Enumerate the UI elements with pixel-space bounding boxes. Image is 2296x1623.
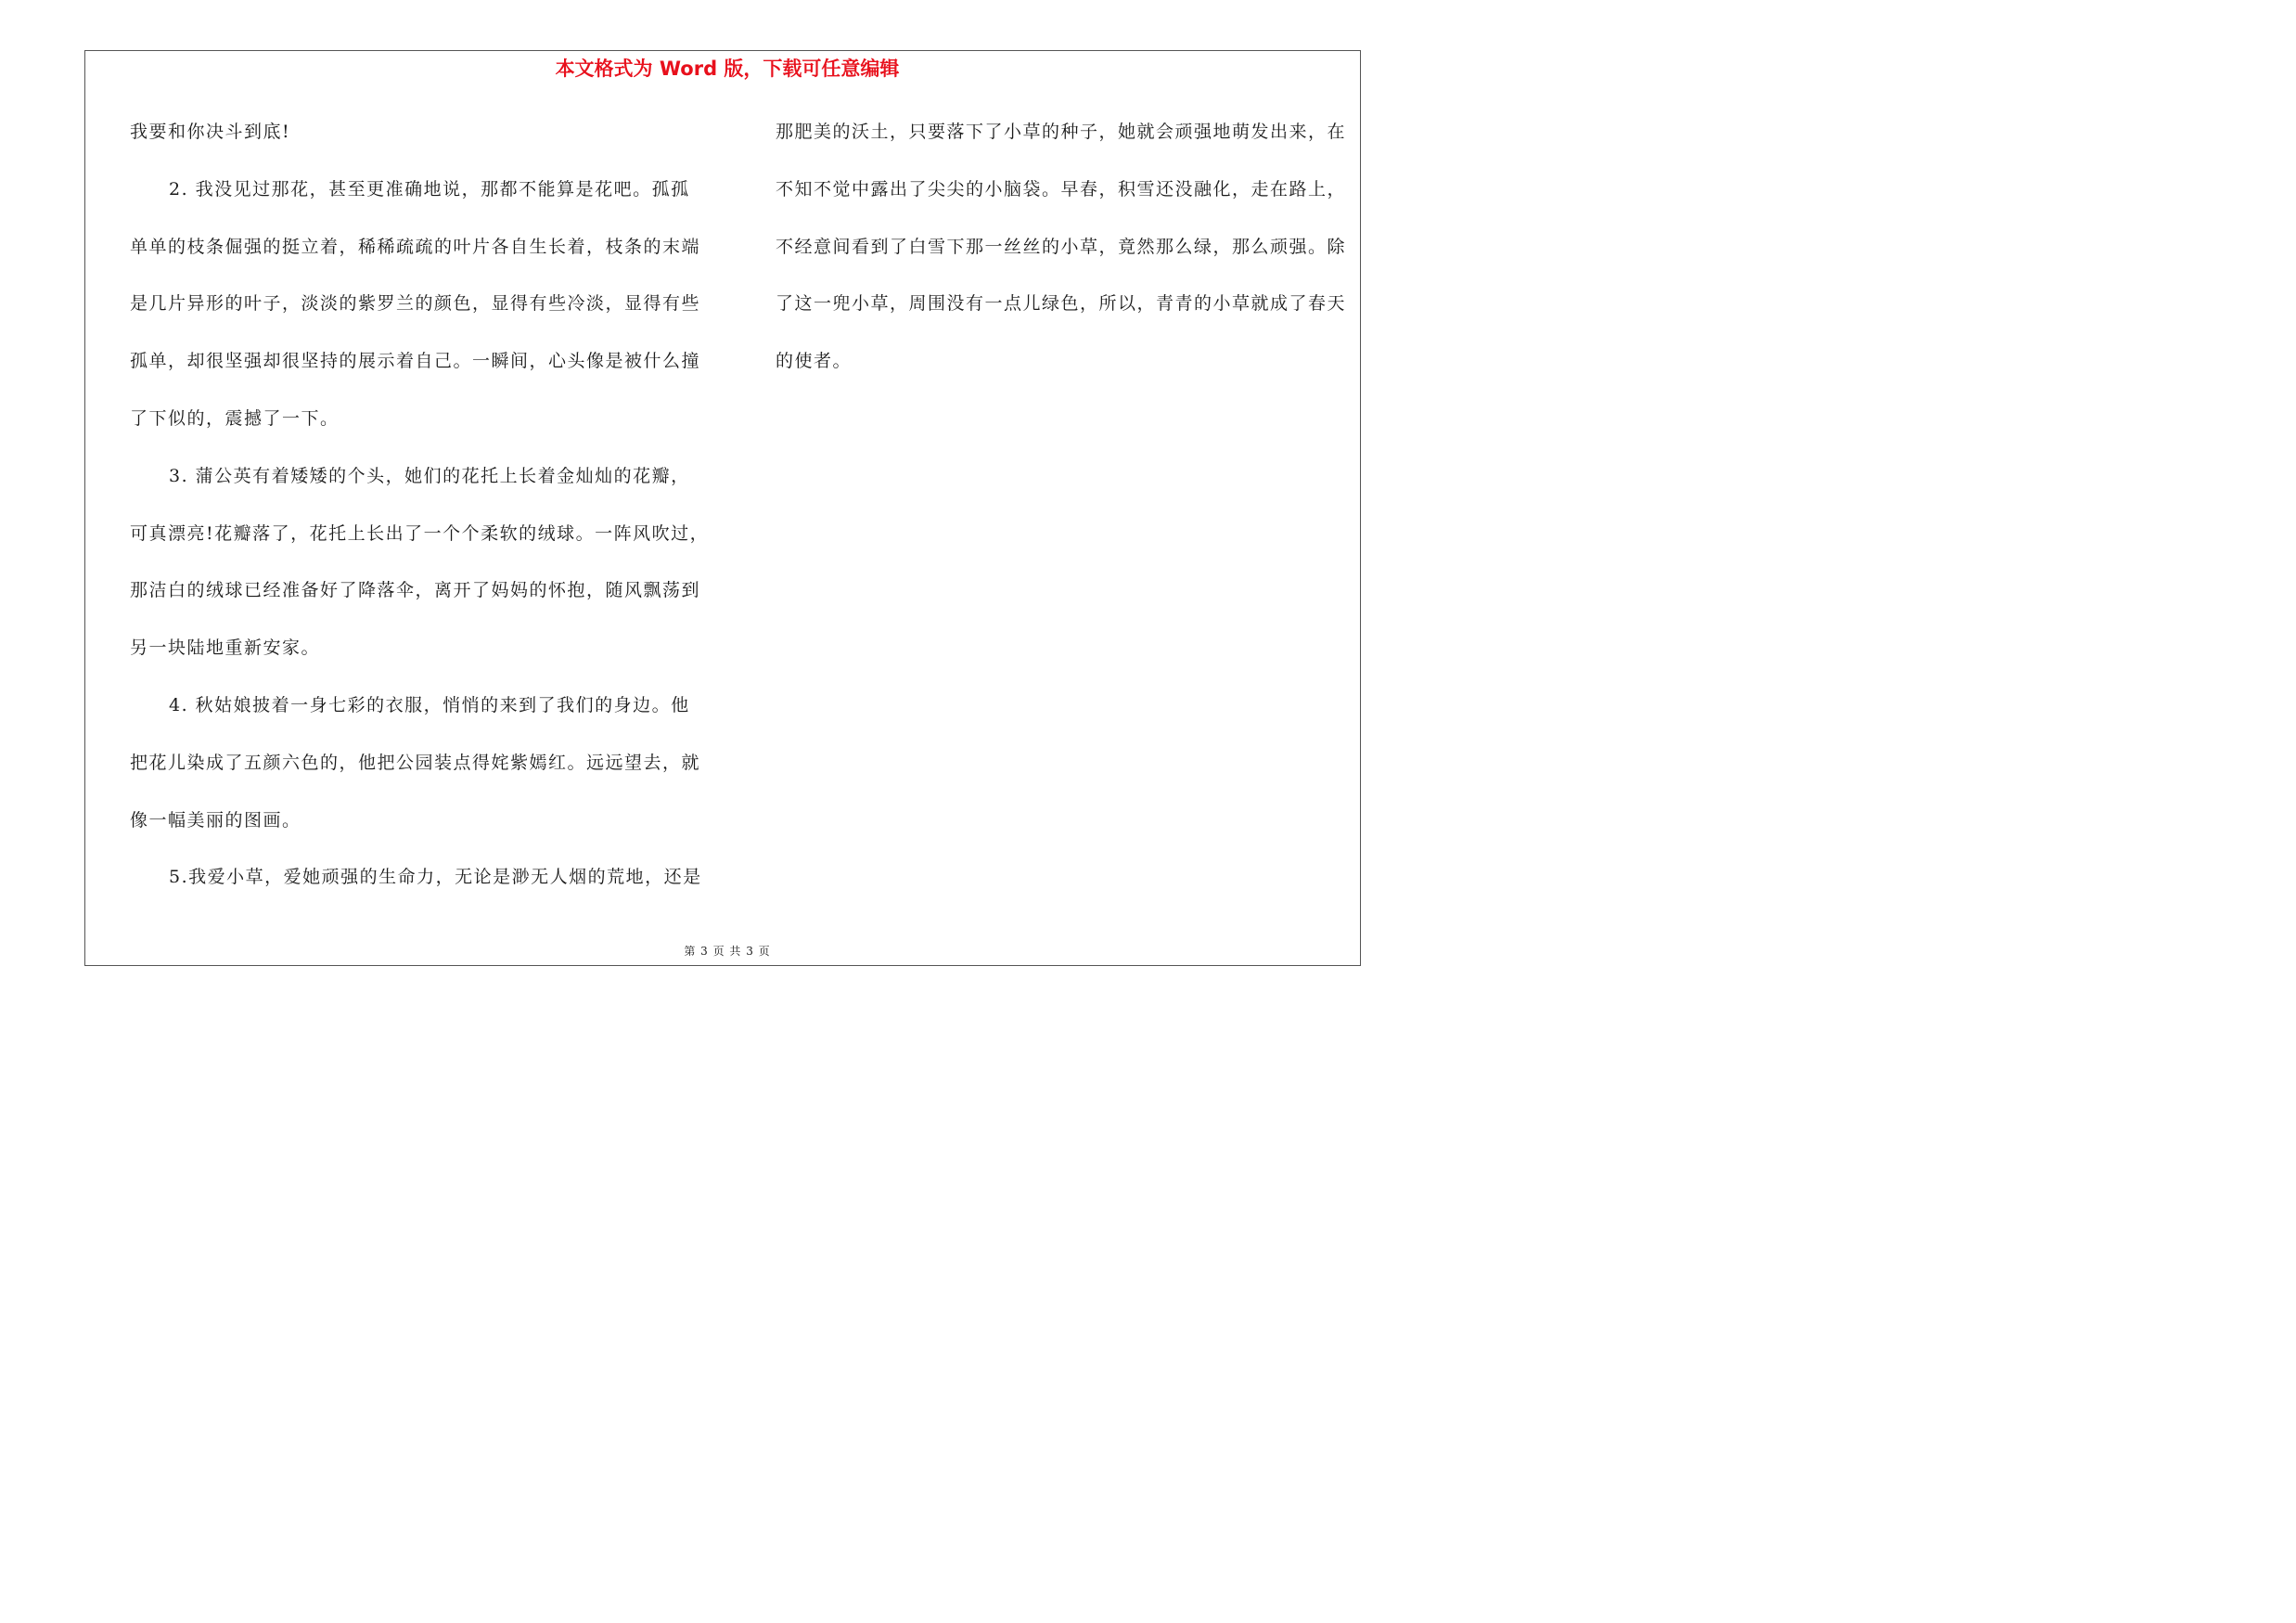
text-line: 像一幅美丽的图画。 — [130, 809, 301, 831]
text-line: 5.我爱小草，爱她顽强的生命力，无论是渺无人烟的荒地，还是 — [169, 867, 702, 888]
text-line: 3. 蒲公英有着矮矮的个头，她们的花托上长着金灿灿的花瓣， — [169, 465, 690, 486]
text-line: 那肥美的沃土，只要落下了小草的种子，她就会顽强地萌发出来，在 — [776, 122, 1347, 142]
text-line: 可真漂亮!花瓣落了，花托上长出了一个个柔软的绒球。一阵风吹过， — [130, 522, 710, 544]
text-line: 那洁白的绒球已经准备好了降落伞，离开了妈妈的怀抱，随风飘荡到 — [130, 580, 701, 601]
text-line: 不知不觉中露出了尖尖的小脑袋。早春，积雪还没融化，走在路上， — [776, 178, 1347, 200]
text-line: 我要和你决斗到底! — [130, 122, 291, 142]
text-line: 2. 我没见过那花，甚至更准确地说，那都不能算是花吧。孤孤 — [169, 178, 690, 200]
text-line: 4. 秋姑娘披着一身七彩的衣服，悄悄的来到了我们的身边。他 — [169, 694, 690, 715]
text-line: 了这一兜小草，周围没有一点儿绿色，所以，青青的小草就成了春天 — [776, 293, 1347, 315]
header-note: 本文格式为 Word 版，下载可任意编辑 — [555, 58, 900, 80]
text-line: 孤单，却很坚强却很坚持的展示着自己。一瞬间，心头像是被什么撞 — [130, 351, 701, 372]
text-line: 把花儿染成了五颜六色的，他把公园装点得姹紫嫣红。远远望去，就 — [130, 752, 701, 773]
page-footer: 第 3 页 共 3 页 — [684, 945, 771, 958]
right-column — [776, 104, 1358, 391]
left-column — [130, 104, 724, 907]
text-line: 另一块陆地重新安家。 — [130, 638, 321, 659]
text-line: 的使者。 — [776, 351, 853, 372]
text-line: 不经意间看到了白雪下那一丝丝的小草，竟然那么绿，那么顽强。除 — [776, 236, 1347, 257]
text-line: 是几片异形的叶子，淡淡的紫罗兰的颜色，显得有些冷淡，显得有些 — [130, 293, 701, 315]
text-line: 单单的枝条倔强的挺立着，稀稀疏疏的叶片各自生长着，枝条的末端 — [130, 236, 701, 257]
text-line: 了下似的，震撼了一下。 — [130, 407, 340, 429]
